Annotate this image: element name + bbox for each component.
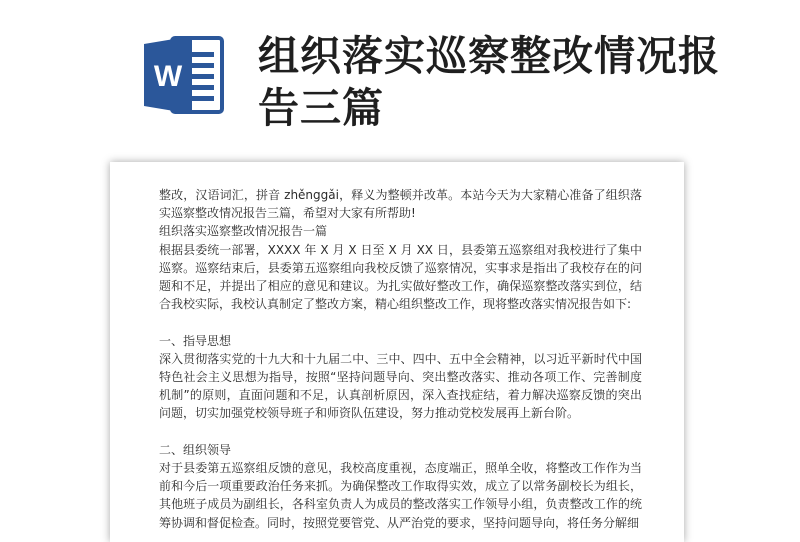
body-paragraph: 根据县委统一部署，XXXX 年 X 月 X 日至 X 月 XX 日，县委第五巡察组对我校进行了集中巡察。巡察结束后，县委第五巡察组向我校反馈了巡察情况，实事求是指出了我校存在的问题和不足，并提出了相应的意见和建议。为扎实做好整改工作，确保巡察整改落实到位，结合我校实际，我校认真制定了整改方案，精心组织整改工作，现将整改落实情况报告如下: [159,242,642,312]
page-title: 组织落实巡察整改情况报告三篇 [258,32,720,132]
paragraph-gap [159,423,642,441]
paragraph-gap [159,313,642,331]
section-heading: 一、指导思想 [159,333,232,348]
document-body [159,186,642,532]
intro-paragraph: 整改，汉语词汇，拼音 zhěnggǎi，释义为整顿并改革。本站今天为大家精心准备了组织落实巡察整改情况报告三篇，希望对大家有所帮助! [159,188,642,221]
section-paragraph: 深入贯彻落实党的十九大和十九届二中、三中、四中、五中全会精神，以习近平新时代中国特色社会主义思想为指导，按照“坚持问题导向、突出整改落实、推动各项工作、完善制度机制”的原则，直面问题和不足，认真剖析原因，深入查找症结，着力解决巡察反馈的突出问题，切实加强党校领导班子和师资队伍建设，努力推动党校发展再上新台阶。 [159,351,642,421]
document-page [110,162,684,542]
header-banner [0,0,800,160]
section-paragraph: 对于县委第五巡察组反馈的意见，我校高度重视，态度端正，照单全收，将整改工作作为当前和今后一项重要政治任务来抓。为确保整改工作取得实效，成立了以常务副校长为组长，其他班子成员为副组长，各科室负责人为成员的整改落实工作领导小组，负责整改工作的统筹协调和督促检查。同时，按照党要管党、从严治党的要求，坚持问题导向，将任务分解细 [159,461,642,530]
svg-text:W: W [153,60,183,93]
word-document-icon [142,32,228,118]
document-subtitle: 组织落实巡察整改情况报告一篇 [159,224,328,239]
section-heading: 二、组织领导 [159,442,232,457]
